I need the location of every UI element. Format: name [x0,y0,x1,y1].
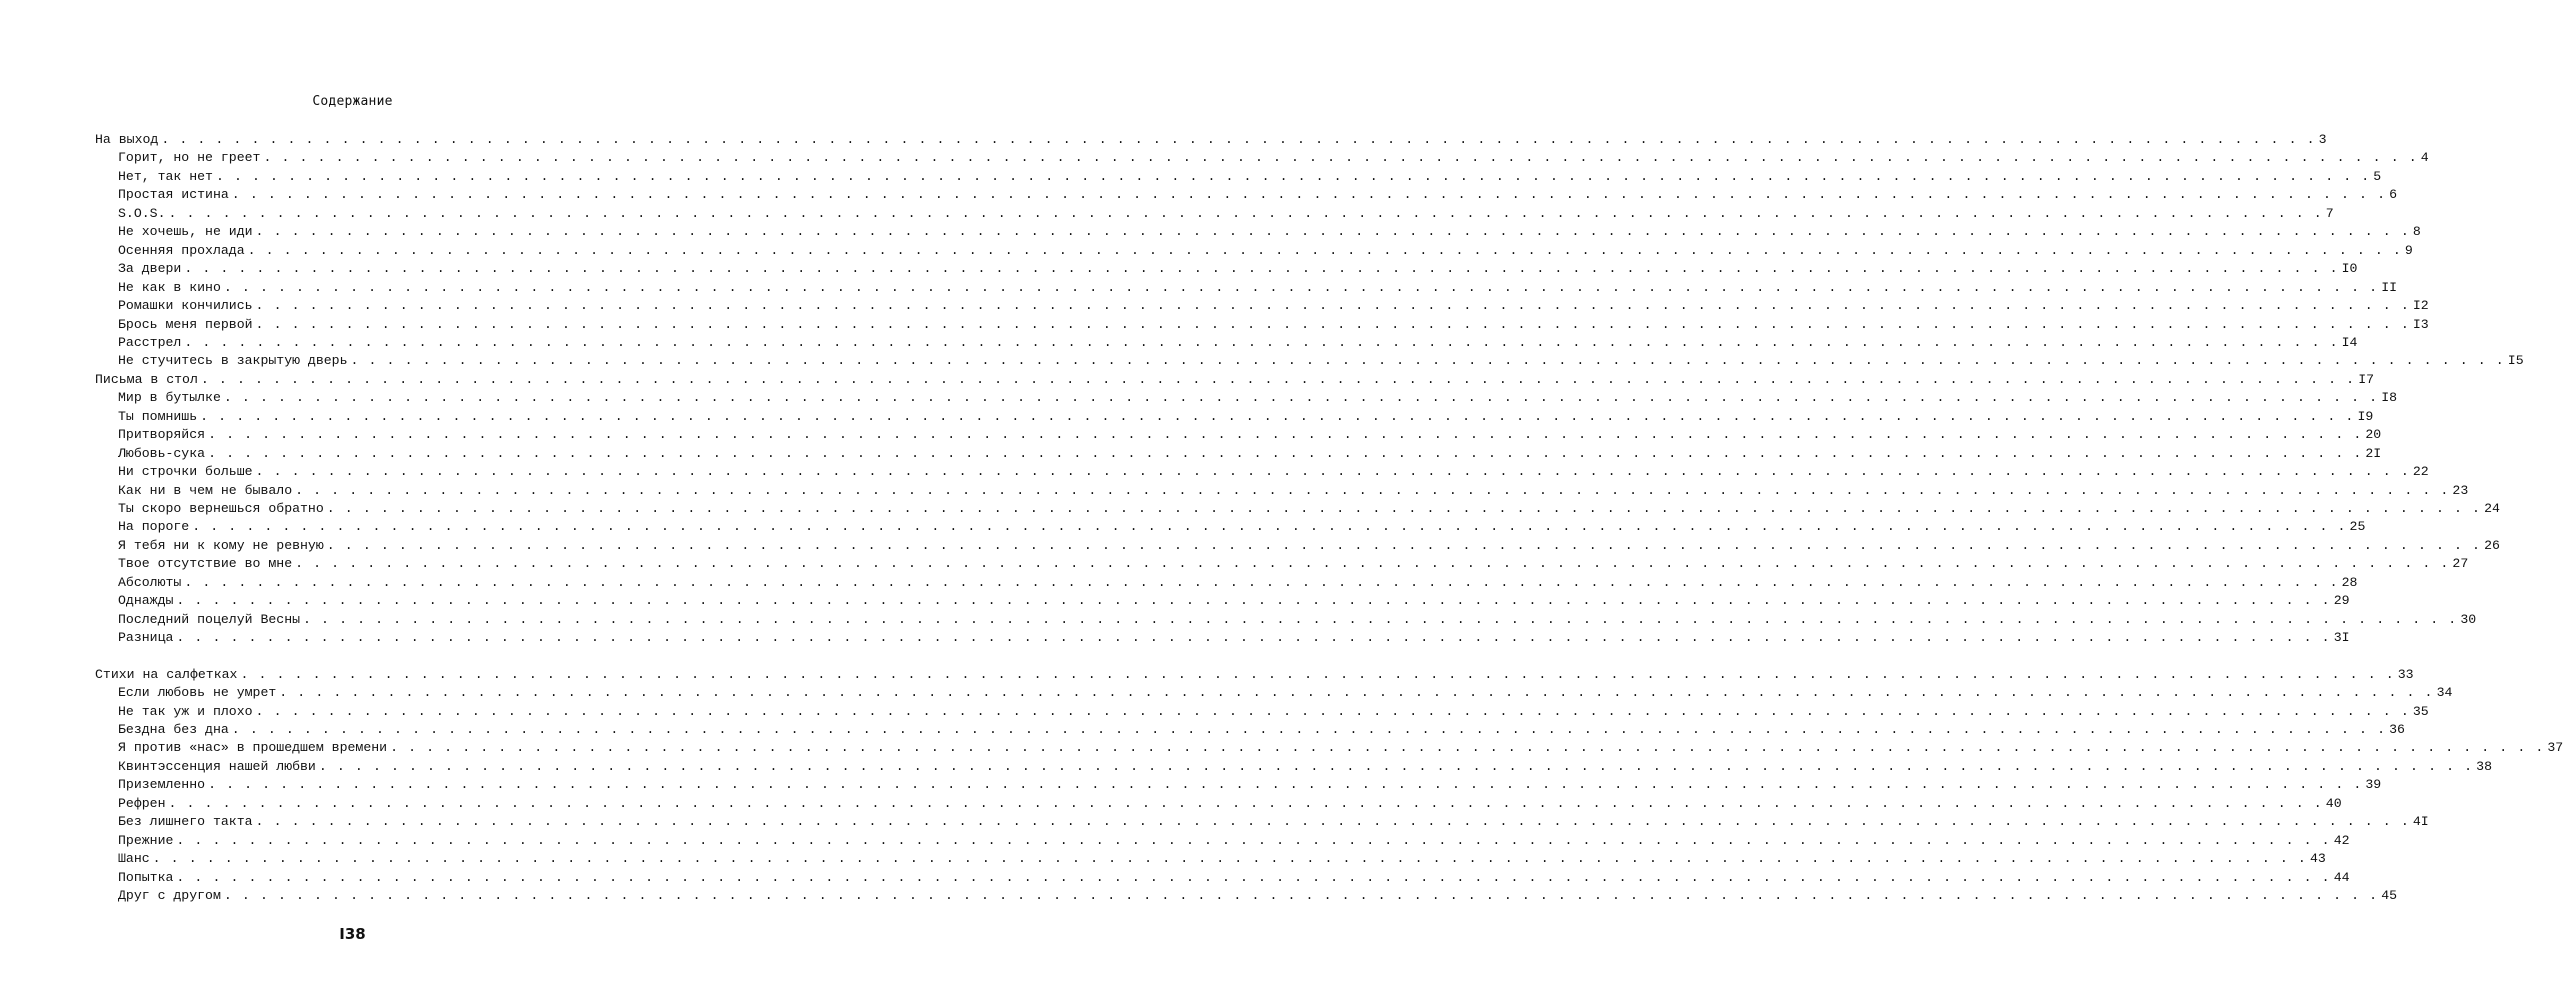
toc-entry-page: 29 [2333,593,2350,609]
toc-entry-title: Ты скоро вернешься обратно [118,501,324,516]
toc-entry [118,684,2453,702]
toc-entry [118,611,2477,629]
toc-entry-page: I7 [2358,371,2375,387]
toc-entry [118,832,2350,850]
toc-entry [118,334,2358,352]
dot-leader: . . . . . . . . . . . . . . . . . . . . . . . . . . . . . . . . . . . . . . . . . . . . . . . . . . . . . . . . . . . . . . . . . . . . . . . . . . . . . . . . . . . . . . . . . . . . . . . . . . . . . . . . . . . . . . . . . . . . . . . . [184,574,2339,590]
toc-entry [118,408,2374,426]
dot-leader: . . . . . . . . . . . . . . . . . . . . . . . . . . . . . . . . . . . . . . . . . . . . . . . . . . . . . . . . . . . . . . . . . . . . . . . . . . . . . . . . . . . . . . . . . . . . . . . . . . . . . . . . . . . . . . . . . . . . . . . . [240,666,2395,682]
toc-entry-page: 43 [2309,851,2326,867]
toc-entry-page: 2I [2365,445,2382,461]
dot-leader: . . . . . . . . . . . . . . . . . . . . . . . . . . . . . . . . . . . . . . . . . . . . . . . . . . . . . . . . . . . . . . . . . . . . . . . . . . . . . . . . . . . . . . . . . . . . . . . . . . . . . . . . . . . . . . . . . . . . . . . . [247,242,2402,258]
toc-entry-title: Разница [118,630,174,646]
toc-entry [118,223,2421,241]
toc-entry [118,426,2382,444]
toc-entry-title: На пороге [118,519,190,535]
dot-leader: . . . . . . . . . . . . . . . . . . . . . . . . . . . . . . . . . . . . . . . . . . . . . . . . . . . . . . . . . . . . . . . . . . . . . . . . . . . . . . . . . . . . . . . . . . . . . . . . . . . . . . . . . . . . . . . . . . . . . . . . [176,593,2331,609]
dot-leader: . . . . . . . . . . . . . . . . . . . . . . . . . . . . . . . . . . . . . . . . . . . . . . . . . . . . . . . . . . . . . . . . . . . . . . . . . . . . . . . . . . . . . . . . . . . . . . . . . . . . . . . . . . . . . . . . . . . . . . . . [390,740,2545,756]
dot-leader: . . . . . . . . . . . . . . . . . . . . . . . . . . . . . . . . . . . . . . . . . . . . . . . . . . . . . . . . . . . . . . . . . . . . . . . . . . . . . . . . . . . . . . . . . . . . . . . . . . . . . . . . . . . . . . . . . . . . . . . . [184,261,2339,277]
toc-entry-page: 23 [2452,482,2469,498]
dot-leader: . . . . . . . . . . . . . . . . . . . . . . . . . . . . . . . . . . . . . . . . . . . . . . . . . . . . . . . . . . . . . . . . . . . . . . . . . . . . . . . . . . . . . . . . . . . . . . . . . . . . . . . . . . . . . . . . . . . . . . . . [168,205,2323,221]
toc-entry [118,629,2350,647]
toc-entry [118,721,2405,739]
toc-entry-title: Приземленно [118,777,206,793]
toc-entry-title: Не так уж и плохо [118,703,253,719]
toc-entry-title: Осенняя прохлада [118,242,245,258]
toc-entry [118,482,2469,500]
toc-entry-page: I4 [2341,334,2358,350]
toc-entry-title: Рефрен [118,795,166,811]
toc-entry-title: Если любовь не умрет [118,685,277,700]
toc-entry-page: 40 [2325,795,2342,811]
toc-entry-title: Любовь-сука [118,445,206,461]
dot-leader: . . . . . . . . . . . . . . . . . . . . . . . . . . . . . . . . . . . . . . . . . . . . . . . . . . . . . . . . . . . . . . . . . . . . . . . . . . . . . . . . . . . . . . . . . . . . . . . . . . . . . . . . . . . . . . . . . . . . . . . . [208,427,2363,443]
dot-leader: . . . . . . . . . . . . . . . . . . . . . . . . . . . . . . . . . . . . . . . . . . . . . . . . . . . . . . . . . . . . . . . . . . . . . . . . . . . . . . . . . . . . . . . . . . . . . . . . . . . . . . . . . . . . . . . . . . . . . . . . [168,795,2323,811]
toc-entry-page: 26 [2484,537,2500,553]
toc-entry-title: Ромашки кончились [118,298,253,313]
toc-entry-title: Прежние [118,832,174,848]
toc-entry [118,316,2429,334]
toc-entry-page: 22 [2412,464,2429,480]
toc-entry [118,795,2342,813]
toc-entry [118,279,2398,297]
toc-entry [118,297,2429,315]
toc-entry-page: 7 [2325,205,2334,221]
toc-entry [118,205,2334,223]
page-number: I38 [339,925,366,943]
toc-entry [118,445,2382,463]
dot-leader: . . . . . . . . . . . . . . . . . . . . . . . . . . . . . . . . . . . . . . . . . . . . . . . . . . . . . . . . . . . . . . . . . . . . . . . . . . . . . . . . . . . . . . . . . . . . . . . . . . . . . . . . . . . . . . . . . . . . . . . . [176,869,2331,885]
toc-entry [118,555,2469,573]
dot-leader: . . . . . . . . . . . . . . . . . . . . . . . . . . . . . . . . . . . . . . . . . . . . . . . . . . . . . . . . . . . . . . . . . . . . . . . . . . . . . . . . . . . . . . . . . . . . . . . . . . . . . . . . . . . . . . . . . . . . . . . . [295,556,2450,572]
toc-entry [118,813,2429,831]
toc-entry-title: Я против «нас» в прошедшем времени [118,740,388,756]
dot-leader: . . . . . . . . . . . . . . . . . . . . . . . . . . . . . . . . . . . . . . . . . . . . . . . . . . . . . . . . . . . . . . . . . . . . . . . . . . . . . . . . . . . . . . . . . . . . . . . . . . . . . . . . . . . . . . . . . . . . . . . . [255,464,2410,480]
toc-entry-page: 45 [2381,888,2398,903]
dot-leader: . . . . . . . . . . . . . . . . . . . . . . . . . . . . . . . . . . . . . . . . . . . . . . . . . . . . . . . . . . . . . . . . . . . . . . . . . . . . . . . . . . . . . . . . . . . . . . . . . . . . . . . . . . . . . . . . . . . . . . . . [255,814,2410,830]
toc-entry-page: 34 [2436,685,2453,700]
dot-leader: . . . . . . . . . . . . . . . . . . . . . . . . . . . . . . . . . . . . . . . . . . . . . . . . . . . . . . . . . . . . . . . . . . . . . . . . . . . . . . . . . . . . . . . . . . . . . . . . . . . . . . . . . . . . . . . . . . . . . . . . [318,758,2474,774]
dot-leader: . . . . . . . . . . . . . . . . . . . . . . . . . . . . . . . . . . . . . . . . . . . . . . . . . . . . . . . . . . . . . . . . . . . . . . . . . . . . . . . . . . . . . . . . . . . . . . . . . . . . . . . . . . . . . . . . . . . . . . . . [255,298,2410,313]
toc-entry-page: 36 [2389,721,2405,737]
toc-entry [118,260,2358,278]
toc-entry-page: 37 [2547,740,2563,756]
toc-entry-page: 9 [2404,242,2413,258]
toc-entry-title: Квинтэссенция нашей любви [118,758,316,774]
toc-entry-page: 42 [2333,832,2350,848]
dot-leader: . . . . . . . . . . . . . . . . . . . . . . . . . . . . . . . . . . . . . . . . . . . . . . . . . . . . . . . . . . . . . . . . . . . . . . . . . . . . . . . . . . . . . . . . . . . . . . . . . . . . . . . . . . . . . . . . . . . . . . . . [326,501,2482,516]
toc-entry [118,352,2524,370]
toc-entry-title: Не как в кино [118,279,221,295]
dot-leader: . . . . . . . . . . . . . . . . . . . . . . . . . . . . . . . . . . . . . . . . . . . . . . . . . . . . . . . . . . . . . . . . . . . . . . . . . . . . . . . . . . . . . . . . . . . . . . . . . . . . . . . . . . . . . . . . . . . . . . . . [295,482,2450,498]
toc-entry [118,186,2398,204]
toc-entry-page: 25 [2349,519,2366,535]
dot-leader: . . . . . . . . . . . . . . . . . . . . . . . . . . . . . . . . . . . . . . . . . . . . . . . . . . . . . . . . . . . . . . . . . . . . . . . . . . . . . . . . . . . . . . . . . . . . . . . . . . . . . . . . . . . . . . . . . . . . . . . . [192,519,2347,535]
dot-leader: . . . . . . . . . . . . . . . . . . . . . . . . . . . . . . . . . . . . . . . . . . . . . . . . . . . . . . . . . . . . . . . . . . . . . . . . . . . . . . . . . . . . . . . . . . . . . . . . . . . . . . . . . . . . . . . . . . . . . . . . [161,132,2316,147]
toc-entry-page: 30 [2460,611,2477,627]
page-title: Содержание [312,94,393,109]
toc-entry-title: Я тебя ни к кому не ревную [118,537,324,553]
toc-entry-page: II [2381,279,2398,295]
toc-entry-title: Друг с другом [118,888,221,903]
toc-entry-title: На выход [95,132,159,147]
toc-entry [118,500,2500,518]
toc-entry [118,149,2429,167]
toc-entry-title: Однажды [118,593,174,609]
toc-entry-title: Как ни в чем не бывало [118,482,293,498]
toc-entry-page: I8 [2381,390,2398,406]
dot-leader: . . . . . . . . . . . . . . . . . . . . . . . . . . . . . . . . . . . . . . . . . . . . . . . . . . . . . . . . . . . . . . . . . . . . . . . . . . . . . . . . . . . . . . . . . . . . . . . . . . . . . . . . . . . . . . . . . . . . . . . . [152,851,2307,867]
dot-leader: . . . . . . . . . . . . . . . . . . . . . . . . . . . . . . . . . . . . . . . . . . . . . . . . . . . . . . . . . . . . . . . . . . . . . . . . . . . . . . . . . . . . . . . . . . . . . . . . . . . . . . . . . . . . . . . . . . . . . . . . [208,445,2363,461]
toc-entry [118,168,2382,186]
toc-entry-title: Горит, но не греет [118,150,261,166]
toc-entry-title: Не стучитесь в закрытую дверь [118,353,348,369]
toc-entry-title: Письма в стол [95,371,198,387]
toc-entry [118,776,2382,794]
toc-entry-title: Твое отсутствие во мне [118,556,293,572]
dot-leader: . . . . . . . . . . . . . . . . . . . . . . . . . . . . . . . . . . . . . . . . . . . . . . . . . . . . . . . . . . . . . . . . . . . . . . . . . . . . . . . . . . . . . . . . . . . . . . . . . . . . . . . . . . . . . . . . . . . . . . . . [303,611,2458,627]
toc-entry-page: 5 [2373,168,2382,184]
toc-entry-title: Шанс [118,851,150,867]
toc-entry-title: Абсолюты [118,574,182,590]
toc-entry-page: 38 [2476,758,2492,774]
dot-leader: . . . . . . . . . . . . . . . . . . . . . . . . . . . . . . . . . . . . . . . . . . . . . . . . . . . . . . . . . . . . . . . . . . . . . . . . . . . . . . . . . . . . . . . . . . . . . . . . . . . . . . . . . . . . . . . . . . . . . . . . [176,832,2331,848]
toc-entry-title: Простая истина [118,187,229,203]
dot-leader: . . . . . . . . . . . . . . . . . . . . . . . . . . . . . . . . . . . . . . . . . . . . . . . . . . . . . . . . . . . . . . . . . . . . . . . . . . . . . . . . . . . . . . . . . . . . . . . . . . . . . . . . . . . . . . . . . . . . . . . . [279,685,2434,700]
dot-leader: . . . . . . . . . . . . . . . . . . . . . . . . . . . . . . . . . . . . . . . . . . . . . . . . . . . . . . . . . . . . . . . . . . . . . . . . . . . . . . . . . . . . . . . . . . . . . . . . . . . . . . . . . . . . . . . . . . . . . . . . [200,408,2355,424]
toc-entry-title: Мир в бутылке [118,390,221,406]
dot-leader: . . . . . . . . . . . . . . . . . . . . . . . . . . . . . . . . . . . . . . . . . . . . . . . . . . . . . . . . . . . . . . . . . . . . . . . . . . . . . . . . . . . . . . . . . . . . . . . . . . . . . . . . . . . . . . . . . . . . . . . . [255,316,2410,332]
toc-entry-title: Бездна без дна [118,721,229,737]
toc-section-entry [95,371,2375,389]
toc-entry [118,537,2500,555]
toc-entry-page: 3 [2318,132,2327,147]
toc-entry [118,242,2413,260]
toc-entry-page: 8 [2412,224,2421,240]
toc-entry-page: 39 [2365,777,2382,793]
toc-entry-page: 44 [2333,869,2350,885]
toc-entry-title: Без лишнего такта [118,814,253,830]
dot-leader: . . . . . . . . . . . . . . . . . . . . . . . . . . . . . . . . . . . . . . . . . . . . . . . . . . . . . . . . . . . . . . . . . . . . . . . . . . . . . . . . . . . . . . . . . . . . . . . . . . . . . . . . . . . . . . . . . . . . . . . . [176,630,2331,646]
dot-leader: . . . . . . . . . . . . . . . . . . . . . . . . . . . . . . . . . . . . . . . . . . . . . . . . . . . . . . . . . . . . . . . . . . . . . . . . . . . . . . . . . . . . . . . . . . . . . . . . . . . . . . . . . . . . . . . . . . . . . . . . [223,390,2379,406]
toc-entry-title: Расстрел [118,334,182,350]
toc-entry [118,739,2563,757]
toc-entry-page: I0 [2341,261,2358,277]
toc-entry-title: Ты помнишь [118,408,198,424]
toc-entry-title: Нет, так нет [118,168,213,184]
toc-entry-page: I5 [2507,353,2524,369]
toc-entry-title: Брось меня первой [118,316,253,332]
dot-leader: . . . . . . . . . . . . . . . . . . . . . . . . . . . . . . . . . . . . . . . . . . . . . . . . . . . . . . . . . . . . . . . . . . . . . . . . . . . . . . . . . . . . . . . . . . . . . . . . . . . . . . . . . . . . . . . . . . . . . . . . [223,279,2379,295]
toc-entry-title: Притворяйся [118,427,206,443]
toc-entry-page: 6 [2389,187,2398,203]
toc-entry-title: Попытка [118,869,174,885]
dot-leader: . . . . . . . . . . . . . . . . . . . . . . . . . . . . . . . . . . . . . . . . . . . . . . . . . . . . . . . . . . . . . . . . . . . . . . . . . . . . . . . . . . . . . . . . . . . . . . . . . . . . . . . . . . . . . . . . . . . . . . . . [215,168,2371,184]
toc-entry [118,389,2398,407]
dot-leader: . . . . . . . . . . . . . . . . . . . . . . . . . . . . . . . . . . . . . . . . . . . . . . . . . . . . . . . . . . . . . . . . . . . . . . . . . . . . . . . . . . . . . . . . . . . . . . . . . . . . . . . . . . . . . . . . . . . . . . . . [208,777,2363,793]
toc-entry [118,463,2429,481]
toc-entry-title: Не хочешь, не иди [118,224,253,240]
toc-entry-page: 4 [2420,150,2429,166]
toc-entry-title: За двери [118,261,182,277]
dot-leader: . . . . . . . . . . . . . . . . . . . . . . . . . . . . . . . . . . . . . . . . . . . . . . . . . . . . . . . . . . . . . . . . . . . . . . . . . . . . . . . . . . . . . . . . . . . . . . . . . . . . . . . . . . . . . . . . . . . . . . . . [200,371,2356,387]
toc-entry-page: 24 [2484,501,2500,516]
toc-entry [118,758,2492,776]
toc-entry-title: Последний поцелуй Весны [118,611,301,627]
toc-entry-page: 33 [2397,666,2414,682]
toc-section-entry [95,131,2327,149]
toc-entry-page: 27 [2452,556,2469,572]
toc-entry [118,574,2358,592]
toc-entry-title: Ни строчки больше [118,464,253,480]
dot-leader: . . . . . . . . . . . . . . . . . . . . . . . . . . . . . . . . . . . . . . . . . . . . . . . . . . . . . . . . . . . . . . . . . . . . . . . . . . . . . . . . . . . . . . . . . . . . . . . . . . . . . . . . . . . . . . . . . . . . . . . . [184,334,2339,350]
toc-entry-page: I9 [2357,408,2374,424]
toc-entry [118,850,2326,868]
dot-leader: . . . . . . . . . . . . . . . . . . . . . . . . . . . . . . . . . . . . . . . . . . . . . . . . . . . . . . . . . . . . . . . . . . . . . . . . . . . . . . . . . . . . . . . . . . . . . . . . . . . . . . . . . . . . . . . . . . . . . . . . [223,888,2379,903]
toc-section-entry [95,666,2414,684]
toc-entry-title: Стихи на салфетках [95,666,238,682]
toc-entry-page: I3 [2412,316,2429,332]
dot-leader: . . . . . . . . . . . . . . . . . . . . . . . . . . . . . . . . . . . . . . . . . . . . . . . . . . . . . . . . . . . . . . . . . . . . . . . . . . . . . . . . . . . . . . . . . . . . . . . . . . . . . . . . . . . . . . . . . . . . . . . . [231,187,2387,203]
dot-leader: . . . . . . . . . . . . . . . . . . . . . . . . . . . . . . . . . . . . . . . . . . . . . . . . . . . . . . . . . . . . . . . . . . . . . . . . . . . . . . . . . . . . . . . . . . . . . . . . . . . . . . . . . . . . . . . . . . . . . . . . [255,703,2410,719]
toc-entry [118,703,2429,721]
dot-leader: . . . . . . . . . . . . . . . . . . . . . . . . . . . . . . . . . . . . . . . . . . . . . . . . . . . . . . . . . . . . . . . . . . . . . . . . . . . . . . . . . . . . . . . . . . . . . . . . . . . . . . . . . . . . . . . . . . . . . . . . [263,150,2418,166]
toc-entry-page: 28 [2341,574,2358,590]
toc-entry-page: 35 [2412,703,2429,719]
toc-entry-page: I2 [2412,298,2429,313]
toc-entry-title: S.O.S. [118,205,166,221]
toc-entry [118,887,2398,905]
dot-leader: . . . . . . . . . . . . . . . . . . . . . . . . . . . . . . . . . . . . . . . . . . . . . . . . . . . . . . . . . . . . . . . . . . . . . . . . . . . . . . . . . . . . . . . . . . . . . . . . . . . . . . . . . . . . . . . . . . . . . . . . [255,224,2410,240]
toc-entry [118,592,2350,610]
dot-leader: . . . . . . . . . . . . . . . . . . . . . . . . . . . . . . . . . . . . . . . . . . . . . . . . . . . . . . . . . . . . . . . . . . . . . . . . . . . . . . . . . . . . . . . . . . . . . . . . . . . . . . . . . . . . . . . . . . . . . . . . [350,353,2505,369]
dot-leader: . . . . . . . . . . . . . . . . . . . . . . . . . . . . . . . . . . . . . . . . . . . . . . . . . . . . . . . . . . . . . . . . . . . . . . . . . . . . . . . . . . . . . . . . . . . . . . . . . . . . . . . . . . . . . . . . . . . . . . . . [231,721,2387,737]
toc-entry-page: 3I [2333,630,2350,646]
toc-entry [118,869,2350,887]
toc-entry [118,518,2366,536]
toc-entry-page: 20 [2365,427,2382,443]
toc-entry-page: 4I [2412,814,2429,830]
dot-leader: . . . . . . . . . . . . . . . . . . . . . . . . . . . . . . . . . . . . . . . . . . . . . . . . . . . . . . . . . . . . . . . . . . . . . . . . . . . . . . . . . . . . . . . . . . . . . . . . . . . . . . . . . . . . . . . . . . . . . . . . [326,537,2482,553]
